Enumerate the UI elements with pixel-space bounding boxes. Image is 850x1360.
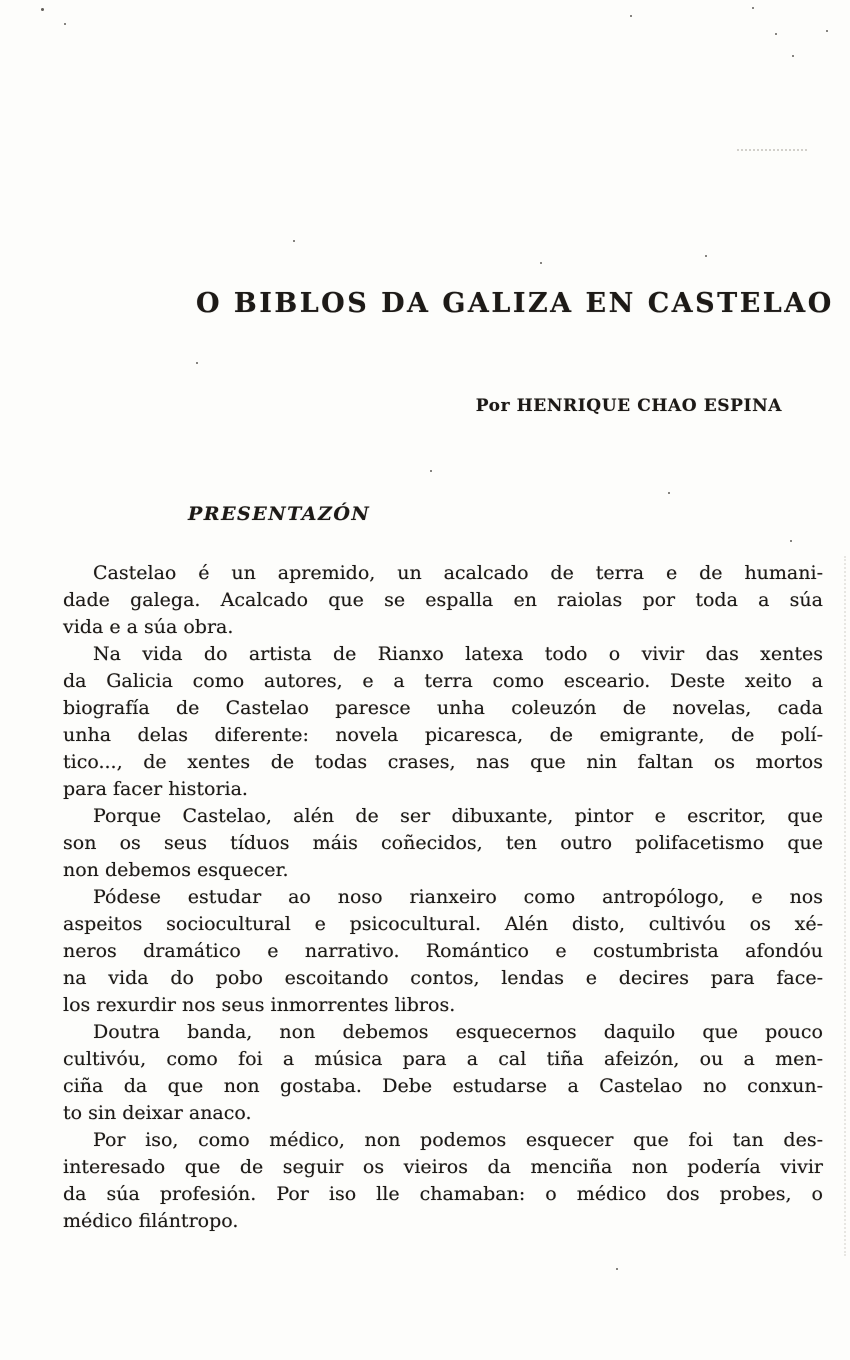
paragraph (63, 803, 823, 884)
scan-speck (790, 540, 792, 542)
scan-speck (668, 492, 670, 494)
scan-speck (705, 255, 707, 257)
scan-smudge (737, 149, 807, 151)
text-line: non debemos esquecer. (63, 859, 289, 881)
text-line: tico..., de xentes de todas crases, nas que nin faltan os mortos (63, 751, 823, 773)
paragraph (63, 641, 823, 803)
text-line: na vida do pobo escoitando contos, lendas e decires para face- (63, 967, 823, 989)
scan-speck (293, 240, 295, 242)
text-line: los rexurdir nos seus inmorrentes libros. (63, 994, 456, 1016)
text-line: para facer historia. (63, 778, 248, 800)
body-text (63, 560, 823, 1235)
text-line: Pódese estudar ao noso rianxeiro como antropólogo, e nos (93, 886, 823, 908)
scan-speck (792, 55, 794, 57)
byline: Por HENRIQUE CHAO ESPINA (475, 396, 782, 416)
scan-speck (630, 15, 632, 17)
text-line: interesado que de seguir os vieiros da menciña non podería vivir (63, 1156, 823, 1178)
text-line: aspeitos sociocultural e psicocultural. Alén disto, cultivóu os xé- (63, 913, 823, 935)
text-line: biografía de Castelao paresce unha coleuzón de novelas, cada (63, 697, 823, 719)
scan-speck (775, 33, 777, 35)
scan-speck (540, 262, 542, 264)
scan-speck (64, 23, 66, 25)
text-line: to sin deixar anaco. (63, 1102, 252, 1124)
text-line: cultivóu, como foi a música para a cal tiña afeizón, ou a men- (63, 1048, 823, 1070)
text-line: médico filántropo. (63, 1210, 239, 1232)
text-line: vida e a súa obra. (63, 616, 234, 638)
page-title: O BIBLOS DA GALIZA EN CASTELAO (196, 288, 834, 319)
paragraph (63, 560, 823, 641)
text-line: da Galicia como autores, e a terra como esceario. Deste xeito a (63, 670, 823, 692)
text-line: Na vida do artista de Rianxo latexa todo o vivir das xentes (93, 643, 823, 665)
text-line: Castelao é un apremido, un acalcado de terra e de humani- (93, 562, 823, 584)
scan-speck (430, 470, 432, 472)
scan-speck (41, 8, 44, 11)
paragraph (63, 884, 823, 1019)
text-line: unha delas diferente: novela picaresca, de emigrante, de polí- (63, 724, 823, 746)
text-line: Porque Castelao, alén de ser dibuxante, pintor e escritor, que (93, 805, 823, 827)
scan-edge-artifact (844, 556, 846, 1256)
section-heading: PRESENTAZÓN (188, 503, 371, 525)
text-line: ciña da que non gostaba. Debe estudarse a Castelao no conxun- (63, 1075, 823, 1097)
scan-speck (752, 7, 754, 9)
paragraph (63, 1127, 823, 1235)
scan-speck (616, 1268, 618, 1270)
scan-speck (826, 30, 828, 32)
text-line: Doutra banda, non debemos esquecernos daquilo que pouco (93, 1021, 823, 1043)
text-line: Por iso, como médico, non podemos esquecer que foi tan des- (93, 1129, 823, 1151)
text-line: neros dramático e narrativo. Romántico e costumbrista afondóu (63, 940, 823, 962)
paragraph (63, 1019, 823, 1127)
text-line: dade galega. Acalcado que se espalla en raiolas por toda a súa (63, 589, 823, 611)
text-line: da súa profesión. Por iso lle chamaban: o médico dos probes, o (63, 1183, 823, 1205)
scan-speck (196, 362, 198, 364)
text-line: son os seus tíduos máis coñecidos, ten outro polifacetismo que (63, 832, 823, 854)
